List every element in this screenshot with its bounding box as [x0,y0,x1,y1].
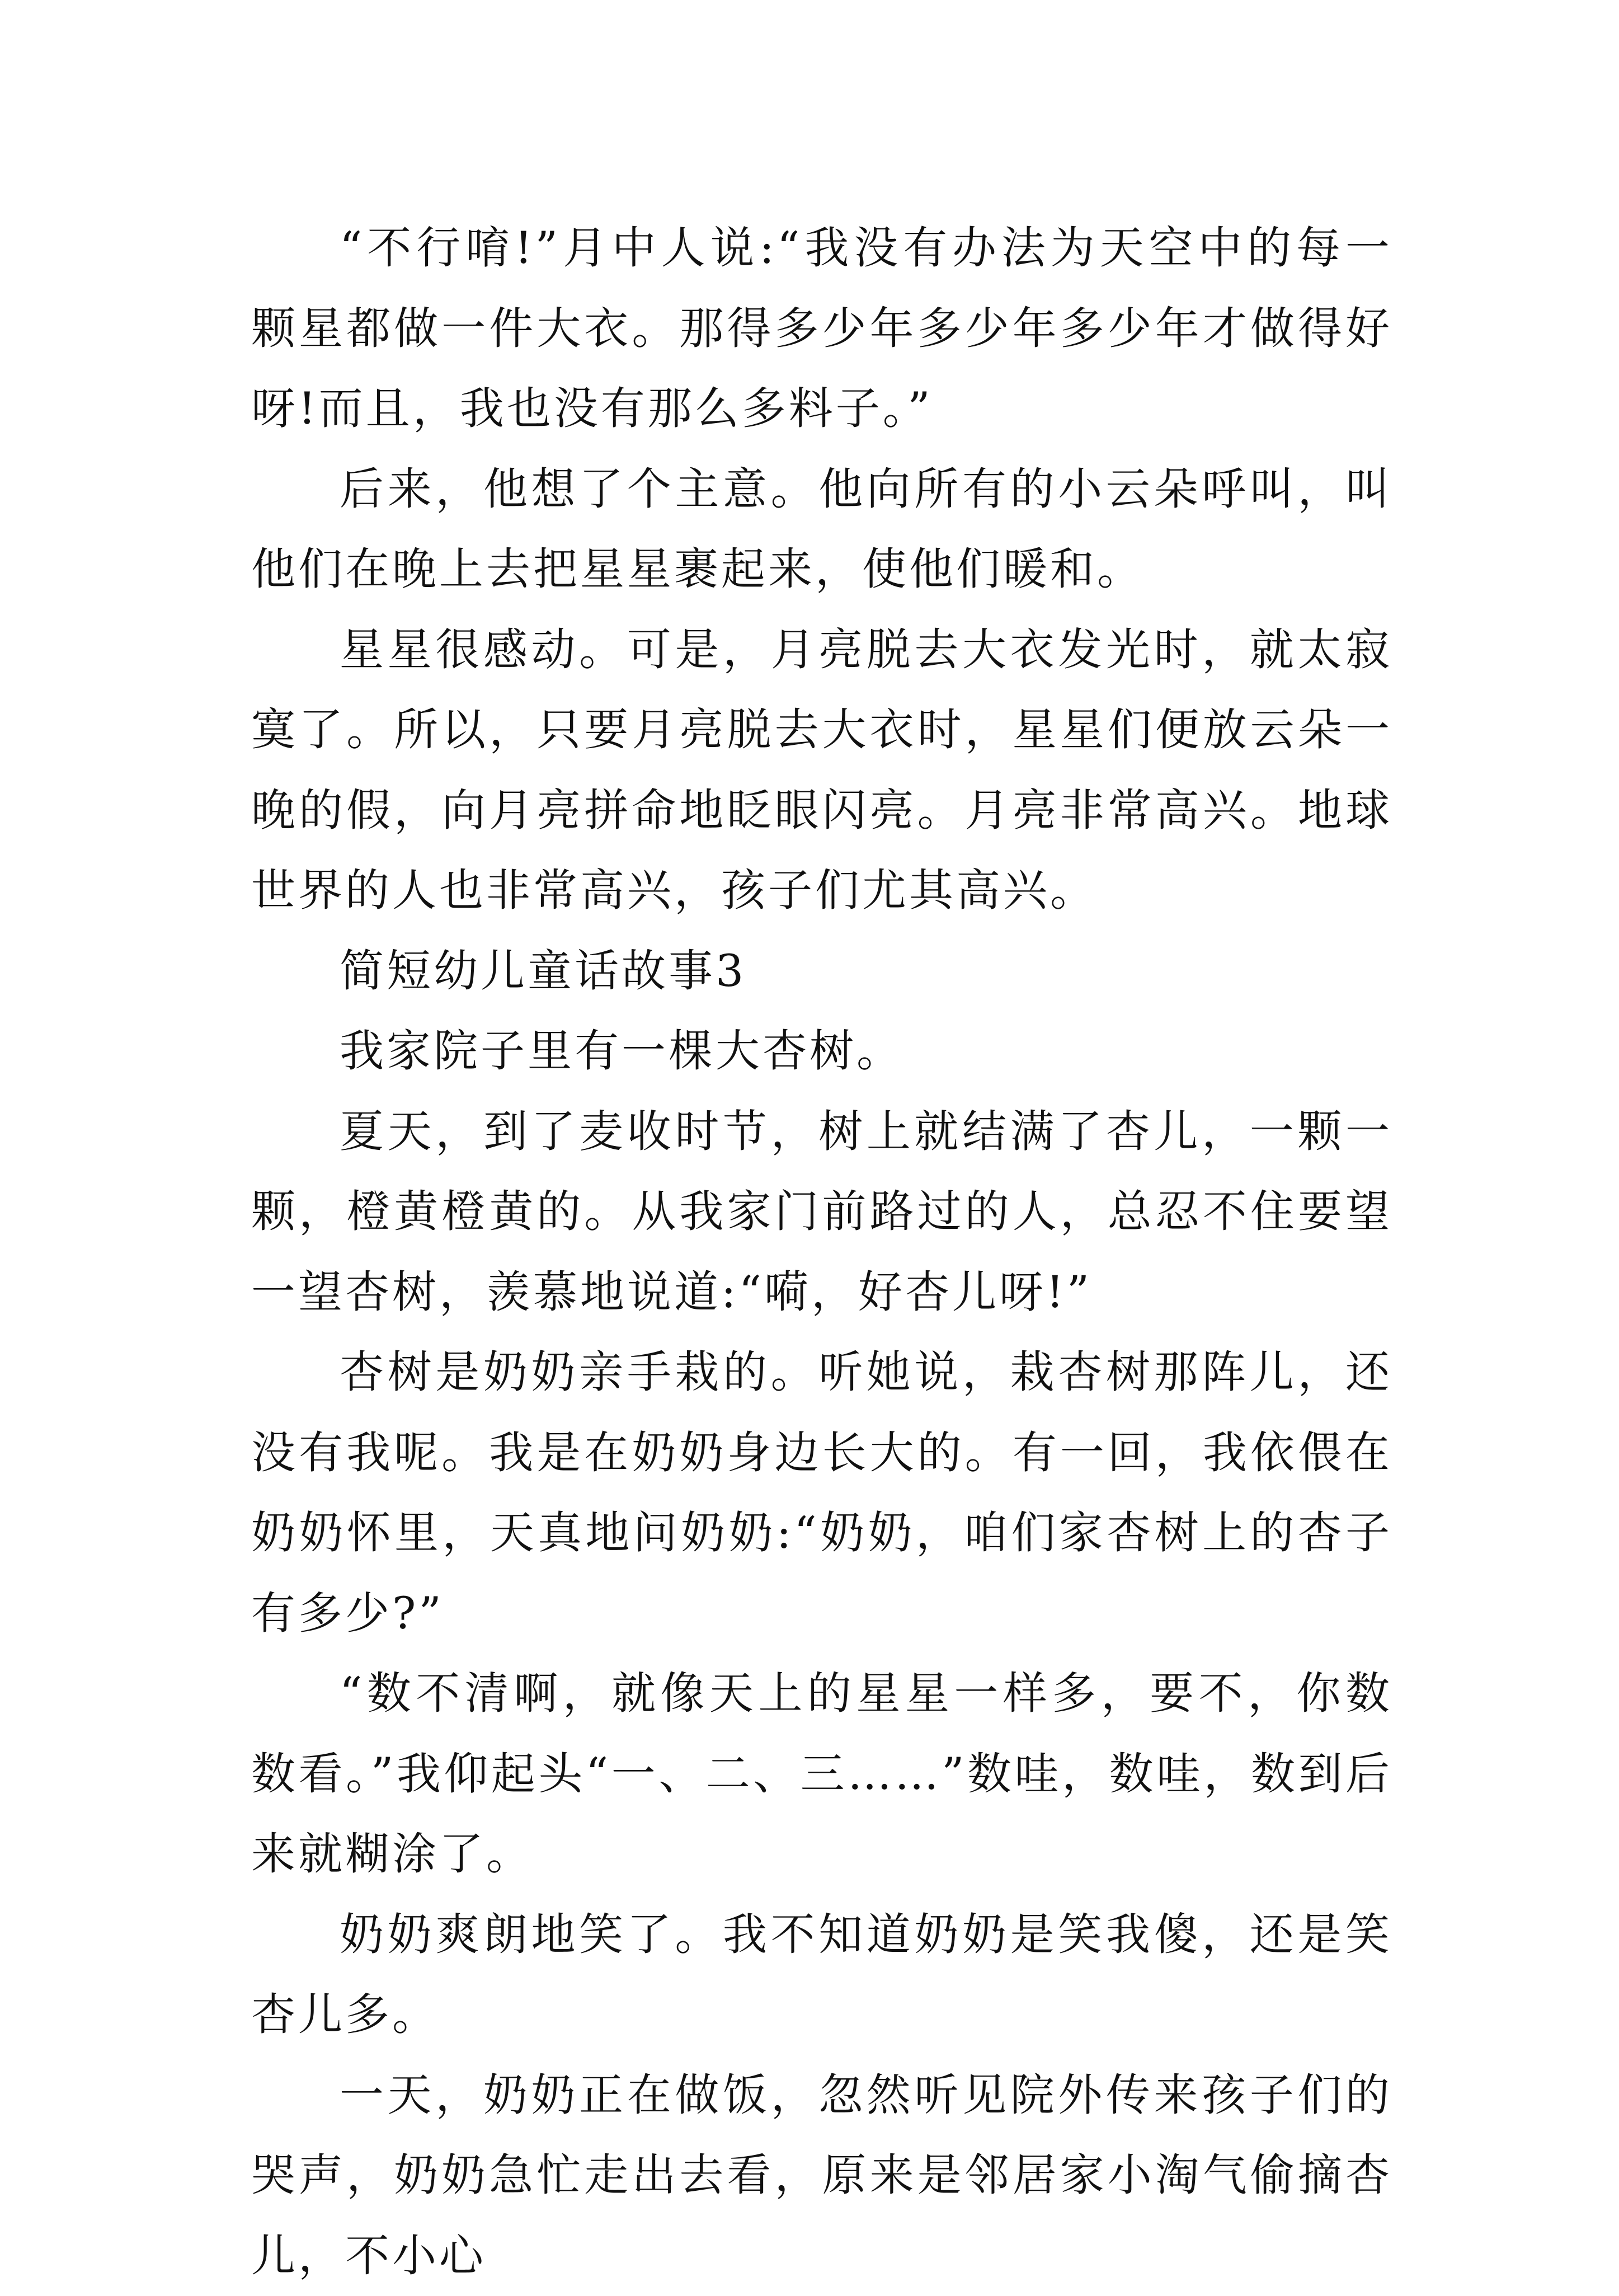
paragraph: “数不清啊，就像天上的星星一样多，要不，你数数看。”我仰起头“一、二、三……”数哇，数哇，数到后来就糊涂了。 [251,1654,1392,1895]
paragraph: “不行唷!”月中人说:“我没有办法为天空中的每一颗星都做一件大衣。那得多少年多少年多少年才做得好呀!而且，我也没有那么多料子。” [251,208,1392,449]
paragraph: 星星很感动。可是，月亮脱去大衣发光时，就太寂寞了。所以，只要月亮脱去大衣时，星星们便放云朵一晚的假，向月亮拼命地眨眼闪亮。月亮非常高兴。地球世界的人也非常高兴，孩子们尤其高兴。 [251,610,1392,931]
paragraph: 后来，他想了个主意。他向所有的小云朵呼叫，叫他们在晚上去把星星裹起来，使他们暖和。 [251,449,1392,610]
section-title: 简短幼儿童话故事3 [251,931,1392,1012]
paragraph: 一天，奶奶正在做饭，忽然听见院外传来孩子们的哭声，奶奶急忙走出去看，原来是邻居家小淘气偷摘杏儿，不小心 [251,2055,1392,2296]
paragraph: 杏树是奶奶亲手栽的。听她说，栽杏树那阵儿，还没有我呢。我是在奶奶身边长大的。有一回，我依偎在奶奶怀里，天真地问奶奶:“奶奶，咱们家杏树上的杏子有多少?” [251,1332,1392,1654]
paragraph: 我家院子里有一棵大杏树。 [251,1011,1392,1092]
paragraph: 夏天，到了麦收时节，树上就结满了杏儿，一颗一颗，橙黄橙黄的。从我家门前路过的人，总忍不住要望一望杏树，羡慕地说道:“嗬，好杏儿呀!” [251,1092,1392,1333]
paragraph: 奶奶爽朗地笑了。我不知道奶奶是笑我傻，还是笑杏儿多。 [251,1895,1392,2055]
body-text [251,208,1392,2296]
